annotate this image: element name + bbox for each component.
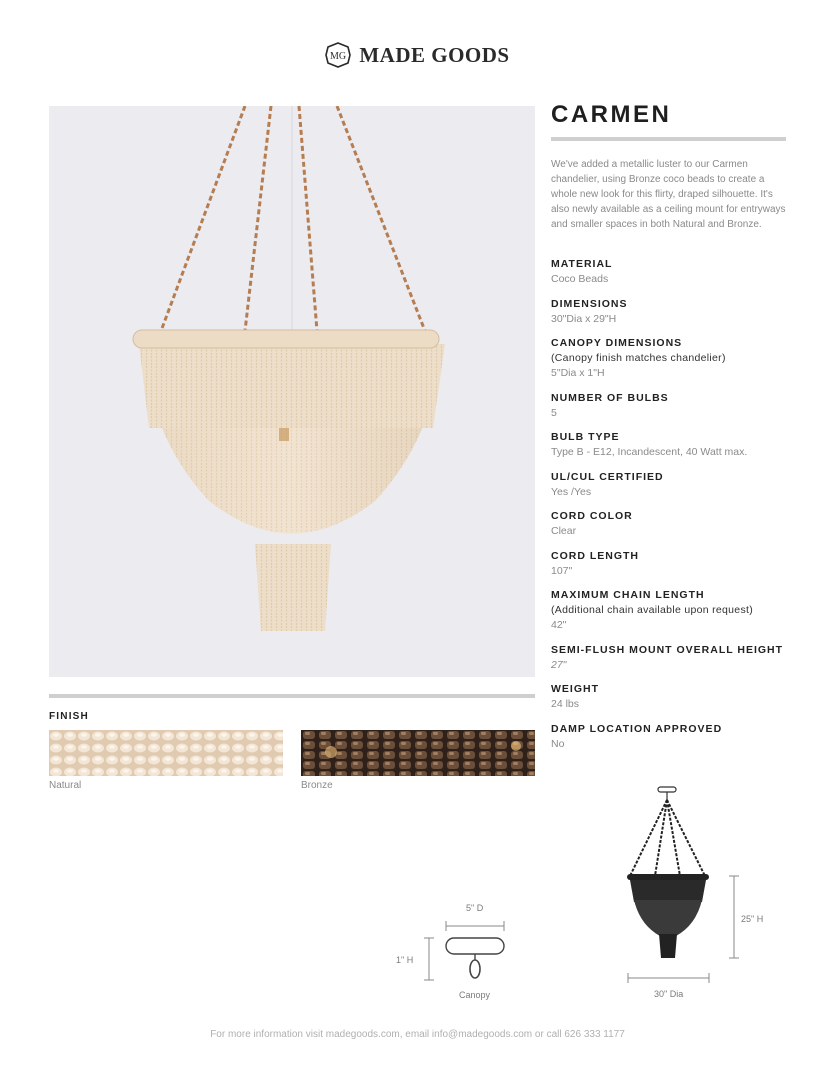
spec-material xyxy=(551,257,801,287)
spec-value: 5 xyxy=(551,406,557,419)
spec-value: 5"Dia x 1"H xyxy=(551,367,605,379)
canopy-width-label: 5" D xyxy=(466,903,484,913)
spec-number-of-bulbs xyxy=(551,391,801,421)
spec-label: DAMP LOCATION APPROVED xyxy=(551,722,723,735)
chandelier-height-label: 25" H xyxy=(741,914,764,924)
canopy-caption: Canopy xyxy=(459,990,491,1000)
spec-value: 24 lbs xyxy=(551,698,580,710)
chandelier-width-line xyxy=(628,973,709,983)
spec-label: CORD COLOR xyxy=(551,510,633,522)
spec-canopy-dimensions xyxy=(551,336,801,381)
canopy-height-line xyxy=(424,938,434,980)
spec-value: No xyxy=(551,737,565,750)
spec-label: UL/CUL CERTIFIED xyxy=(551,470,664,483)
spec-note: (Canopy finish matches chandelier) xyxy=(551,352,726,364)
canopy-height-label: 1" H xyxy=(396,955,414,965)
spec-value: 107" xyxy=(551,564,573,577)
spec-label: MATERIAL xyxy=(551,258,613,270)
footer-contact: For more information visit madegoods.com, email info@madegoods.com or call 626 333 1177 xyxy=(210,1029,625,1040)
chandelier-width-label: 30" Dia xyxy=(654,989,684,999)
spec-damp-location xyxy=(551,722,801,752)
bronze-beads-texture xyxy=(301,730,535,776)
spec-max-chain-length xyxy=(551,588,801,633)
canopy-width-line xyxy=(446,921,504,931)
swatch-bronze-label: Bronze xyxy=(301,780,333,791)
brand-logo xyxy=(0,42,835,68)
spec-label: WEIGHT xyxy=(551,683,599,695)
spec-ul-certified xyxy=(551,470,801,500)
spec-label: SEMI-FLUSH MOUNT OVERALL HEIGHT xyxy=(551,643,784,656)
photo-divider xyxy=(49,694,535,698)
spec-semi-flush-height xyxy=(551,643,801,673)
spec-label: BULB TYPE xyxy=(551,431,620,443)
swatch-bronze[interactable] xyxy=(301,730,535,776)
spec-value: Type B - E12, Incandescent, 40 Watt max. xyxy=(551,446,748,458)
finish-title: FINISH xyxy=(49,711,89,722)
chandelier-height-line xyxy=(729,876,739,958)
chandelier-illustration xyxy=(49,106,535,677)
swatch-natural[interactable] xyxy=(49,730,283,776)
spec-label: DIMENSIONS xyxy=(551,297,628,310)
product-photo xyxy=(49,106,535,677)
monogram-icon xyxy=(325,42,351,68)
spec-label: NUMBER OF BULBS xyxy=(551,391,669,404)
spec-label: CANOPY DIMENSIONS xyxy=(551,337,683,349)
spec-bulb-type xyxy=(551,430,801,460)
product-title: CARMEN xyxy=(551,101,672,128)
spec-note: (Additional chain available upon request) xyxy=(551,604,754,616)
spec-value: Yes /Yes xyxy=(551,485,592,498)
spec-value: Coco Beads xyxy=(551,273,609,285)
spec-dimensions xyxy=(551,297,801,327)
spec-label: CORD LENGTH xyxy=(551,549,639,562)
spec-value: 27" xyxy=(551,658,567,671)
spec-cord-color xyxy=(551,509,801,539)
natural-beads-texture xyxy=(49,730,283,776)
spec-cord-length xyxy=(551,549,801,579)
spec-value: 42" xyxy=(551,619,567,631)
swatch-natural-label: Natural xyxy=(49,780,82,791)
spec-value: Clear xyxy=(551,525,577,537)
svg-text:MG: MG xyxy=(330,51,347,62)
spec-label: MAXIMUM CHAIN LENGTH xyxy=(551,589,705,601)
spec-value: 30"Dia x 29"H xyxy=(551,312,617,325)
product-description: We've added a metallic luster to our Carmen chandelier, using Bronze coco beads to create a whole new look for this flirty, draped silhouette. It's also newly available as a ceiling mount for entryways and smaller spaces in both Natural and Bronze. xyxy=(551,159,786,230)
canopy-drawing xyxy=(446,938,504,978)
spec-weight xyxy=(551,682,801,712)
brand-name: MADE GOODS xyxy=(359,42,510,67)
spec-list xyxy=(551,257,801,761)
title-divider xyxy=(551,137,786,141)
chandelier-drawing xyxy=(627,787,709,958)
